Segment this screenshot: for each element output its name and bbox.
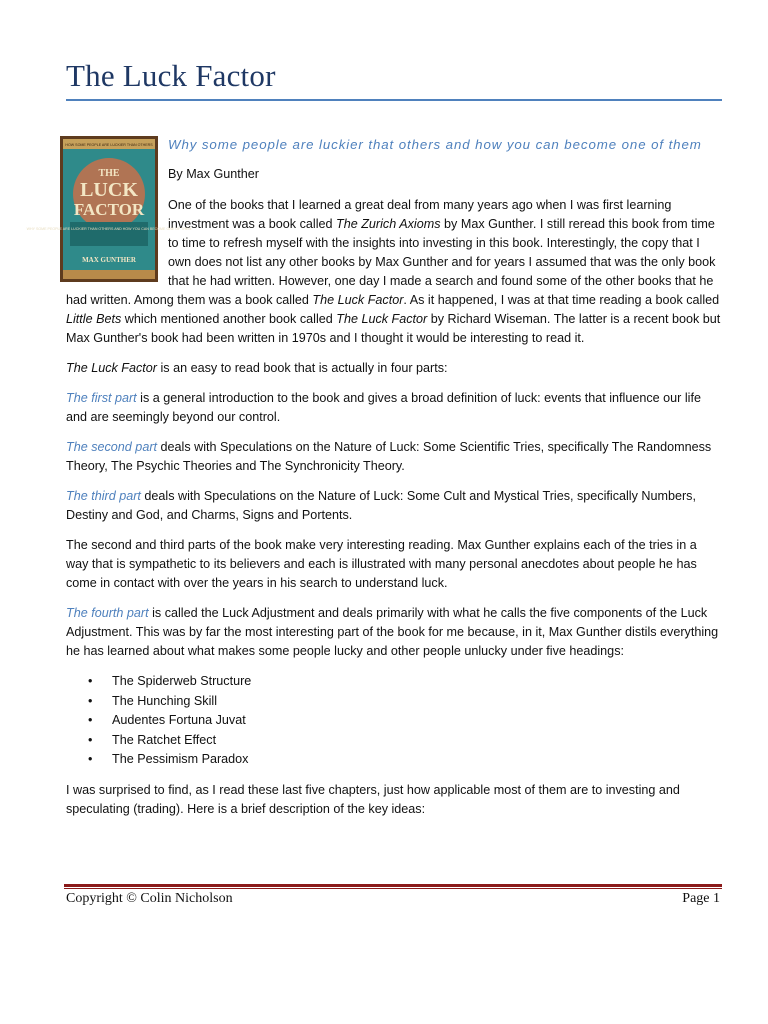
intro-text-3: . As it happened, I was at that time reading a book called	[403, 293, 720, 307]
part3-text: deals with Speculations on the Nature of Luck: Some Cult and Mystical Tries, specifically Numbers, Destiny and God, and Charms, Signs and Portents.	[66, 489, 696, 522]
part3-lead: The third part	[66, 489, 141, 503]
part2-paragraph	[66, 438, 722, 476]
cover-author: MAX GUNTHER	[82, 256, 136, 264]
title-underline	[66, 99, 722, 101]
list-item-text: The Spiderweb Structure	[112, 674, 252, 688]
bullet-icon: •	[88, 732, 93, 747]
luck-adjustment-list	[66, 672, 722, 770]
intro-text-5: by Richard Wiseman. The latter is a recent book but Max Gunther's book had been written in 1970s and I thought it would be interesting to read it.	[66, 312, 721, 345]
footer-rule-thin	[64, 888, 722, 889]
book-title-luck-factor-2: The Luck Factor	[66, 361, 157, 375]
book-title-luck-factor-wiseman: The Luck Factor	[336, 312, 428, 326]
intro-paragraph	[66, 196, 722, 348]
closing-paragraph: I was surprised to find, as I read these last five chapters, just how applicable most of them are to investing and speculating (trading). Here is a brief description of the key ideas:	[66, 782, 680, 816]
intro-text-2: by Max Gunther. I still reread this book from time to time to refresh myself with the insights into investing in this book. Interestingly, the copy that I own does not list any other books by Max Gunther and for years I assumed that was the only book that he had written. However, one day I made a search and found some of the other books that he had written. Among them was a book called	[66, 217, 716, 307]
part1-paragraph	[66, 389, 722, 427]
book-title-luck-factor: The Luck Factor	[312, 293, 404, 307]
cover-title-line3: FACTOR	[73, 200, 145, 219]
book-title-zurich-axioms: The Zurich Axioms	[336, 217, 441, 231]
part4-lead: The fourth part	[66, 606, 149, 620]
list-item-text: The Hunching Skill	[112, 693, 217, 708]
byline: By Max Gunther	[168, 167, 259, 181]
document-title: The Luck Factor	[66, 58, 276, 93]
book-cover-art	[26, 136, 192, 282]
bullet-icon: •	[88, 713, 93, 727]
list-item	[66, 711, 722, 731]
second-third-paragraph: The second and third parts of the book make very interesting reading. Max Gunther explains each of the tries in a way that is sympathetic to its believers and each is illustrated with many personal anecdotes about people he has come in contact with over the years in his search to understand luck.	[66, 538, 697, 590]
parts-intro-text: is an easy to read book that is actually in four parts:	[157, 361, 448, 375]
list-item	[66, 731, 722, 751]
article-body	[26, 134, 722, 830]
bullet-icon: •	[88, 752, 93, 766]
part1-lead: The first part	[66, 391, 137, 405]
part4-paragraph	[66, 604, 722, 661]
part3-paragraph	[66, 487, 722, 525]
list-item	[66, 692, 722, 712]
intro-text-4: which mentioned another book called	[121, 312, 337, 326]
part4-text: is called the Luck Adjustment and deals primarily with what he calls the five components of the Luck Adjustment. This was by far the most interesting part of the book for me because, in it, Max Gunther distils everything he has learned about what makes some people lucky and other people unlucky under five headings:	[66, 606, 719, 658]
part2-text: deals with Speculations on the Nature of Luck: Some Scientific Tries, specifically The Randomness Theory, The Psychic Theories and The Synchronicity Theory.	[66, 440, 712, 473]
list-item-text: Audentes Fortuna Juvat	[112, 713, 246, 727]
cover-top-text: HOW SOME PEOPLE ARE LUCKIER THAN OTHERS	[65, 143, 153, 147]
article-subtitle: Why some people are luckier that others and how you can become one of them	[168, 137, 702, 152]
cover-tagline: WHY SOME PEOPLE ARE LUCKIER THAN OTHERS AND HOW YOU CAN BECOME ONE OF THEM	[26, 227, 192, 231]
list-item	[66, 672, 722, 692]
footer-page-number: Page 1	[682, 891, 720, 906]
part1-text: is a general introduction to the book and gives a broad definition of luck: events that influence our life and are seemingly beyond our control.	[66, 391, 701, 424]
bullet-icon: •	[88, 693, 93, 708]
list-item	[66, 750, 722, 770]
parts-intro-paragraph	[66, 359, 722, 378]
part2-lead: The second part	[66, 440, 158, 454]
bullet-icon: •	[88, 674, 93, 688]
book-title-little-bets: Little Bets	[66, 312, 122, 326]
intro-text-1: One of the books that I learned a great deal from many years ago when I was first learning investment was a book called	[168, 198, 672, 231]
list-item-text: The Pessimism Paradox	[112, 752, 249, 766]
cover-title-line1: THE	[98, 168, 120, 179]
book-cover-image	[26, 136, 192, 282]
cover-title-line2: LUCK	[80, 179, 138, 201]
footer-rule-thick	[64, 884, 722, 887]
footer-copyright: Copyright © Colin Nicholson	[66, 891, 233, 906]
list-item-text: The Ratchet Effect	[112, 732, 217, 747]
